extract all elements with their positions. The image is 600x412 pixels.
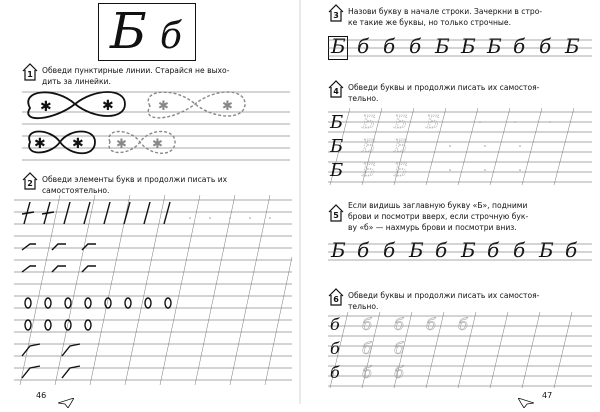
task5-sequence-letter: Б bbox=[461, 238, 476, 262]
task-5-text: Если видишь заглавную букву «Б», подними брови и посмотри вверх, если строчную бук- ву «б» — нахмурь брови и посмотри вниз. bbox=[348, 201, 529, 232]
svg-text:б: б bbox=[362, 363, 372, 382]
svg-text:б: б bbox=[458, 315, 468, 334]
header-lower-letter: б bbox=[160, 16, 182, 57]
svg-text:б: б bbox=[394, 339, 404, 358]
task-1-number: 1 bbox=[27, 70, 33, 79]
svg-text:✱: ✱ bbox=[102, 98, 114, 114]
task-4-number: 4 bbox=[333, 87, 339, 96]
svg-text:✱: ✱ bbox=[152, 137, 163, 152]
svg-text:✱: ✱ bbox=[222, 99, 233, 114]
task-6-text: Обведи буквы и продолжи писать их самостоя- тельно. bbox=[348, 291, 540, 311]
task5-sequence-letter: Б bbox=[539, 238, 554, 262]
svg-text:Б: Б bbox=[426, 112, 440, 133]
task5-sequence-letter: б bbox=[487, 238, 500, 262]
svg-text:б: б bbox=[330, 315, 340, 334]
svg-text:Б: Б bbox=[330, 160, 344, 181]
paper-plane-icon bbox=[58, 393, 74, 412]
svg-text:✱: ✱ bbox=[72, 136, 84, 152]
task5-sequence-letter: б bbox=[435, 238, 448, 262]
svg-text:Б: Б bbox=[394, 112, 408, 133]
svg-text:✱: ✱ bbox=[116, 137, 127, 152]
task3-sequence-letter: б bbox=[409, 34, 422, 58]
task5-sequence-letter: б bbox=[357, 238, 370, 262]
task5-sequence-letter: Б bbox=[409, 238, 424, 262]
task-3-text: Назови букву в начале строки. Зачеркни в стро- ке такие же буквы, но только строчные. bbox=[348, 7, 543, 27]
svg-text:Б: Б bbox=[362, 136, 376, 157]
task5-sequence-letter: б bbox=[383, 238, 396, 262]
task3-sequence-letter: Б bbox=[435, 34, 450, 58]
task5-sequence-letter: б bbox=[565, 238, 578, 262]
task3-sequence-letter: б bbox=[383, 34, 396, 58]
task3-sequence-letter: б bbox=[539, 34, 552, 58]
svg-text:б: б bbox=[362, 339, 372, 358]
task-2-text: Обведи элементы букв и продолжи писать их самостоятельно. bbox=[42, 175, 228, 195]
task5-sequence-letter: б bbox=[513, 238, 526, 262]
header-capital-letter: Б bbox=[110, 2, 147, 60]
task-4-text: Обведи буквы и продолжи писать их самостоя- тельно. bbox=[348, 83, 540, 103]
svg-text:Б: Б bbox=[330, 112, 344, 133]
task-6-number: 6 bbox=[333, 295, 339, 304]
task-5-number: 5 bbox=[333, 211, 339, 220]
svg-text:Б: Б bbox=[394, 136, 408, 157]
page-number-right: 47 bbox=[542, 391, 553, 400]
task-2-house-icon bbox=[22, 172, 38, 190]
right-page bbox=[300, 0, 600, 404]
svg-text:✱: ✱ bbox=[34, 136, 46, 152]
svg-text:б: б bbox=[426, 315, 436, 334]
svg-text:б: б bbox=[330, 363, 340, 382]
task-2-number: 2 bbox=[27, 179, 33, 188]
svg-text:Б: Б bbox=[394, 160, 408, 181]
task3-sequence-letter: Б bbox=[331, 34, 346, 58]
paper-plane-icon-right bbox=[518, 393, 534, 412]
task3-sequence-letter: Б bbox=[487, 34, 502, 58]
svg-text:Б: Б bbox=[362, 112, 376, 133]
page-number-left: 46 bbox=[36, 391, 47, 400]
task5-sequence-letter: Б bbox=[331, 238, 346, 262]
task3-sequence-letter: Б bbox=[565, 34, 580, 58]
task3-sequence-letter: б bbox=[513, 34, 526, 58]
svg-text:✱: ✱ bbox=[158, 99, 169, 114]
right-page-drawing bbox=[300, 0, 600, 404]
svg-text:б: б bbox=[362, 315, 372, 334]
svg-text:б: б bbox=[394, 315, 404, 334]
left-page bbox=[0, 0, 300, 404]
task-3-number: 3 bbox=[333, 11, 339, 20]
svg-text:б: б bbox=[330, 339, 340, 358]
task-1-text: Обведи пунктирные линии. Старайся не выхо- дить за линейки. bbox=[42, 66, 230, 86]
task3-sequence-letter: б bbox=[357, 34, 370, 58]
svg-text:б: б bbox=[394, 363, 404, 382]
task3-sequence-letter: Б bbox=[461, 34, 476, 58]
svg-text:Б: Б bbox=[330, 136, 344, 157]
left-page-drawing bbox=[0, 0, 300, 404]
svg-text:Б: Б bbox=[362, 160, 376, 181]
svg-text:✱: ✱ bbox=[40, 99, 52, 115]
